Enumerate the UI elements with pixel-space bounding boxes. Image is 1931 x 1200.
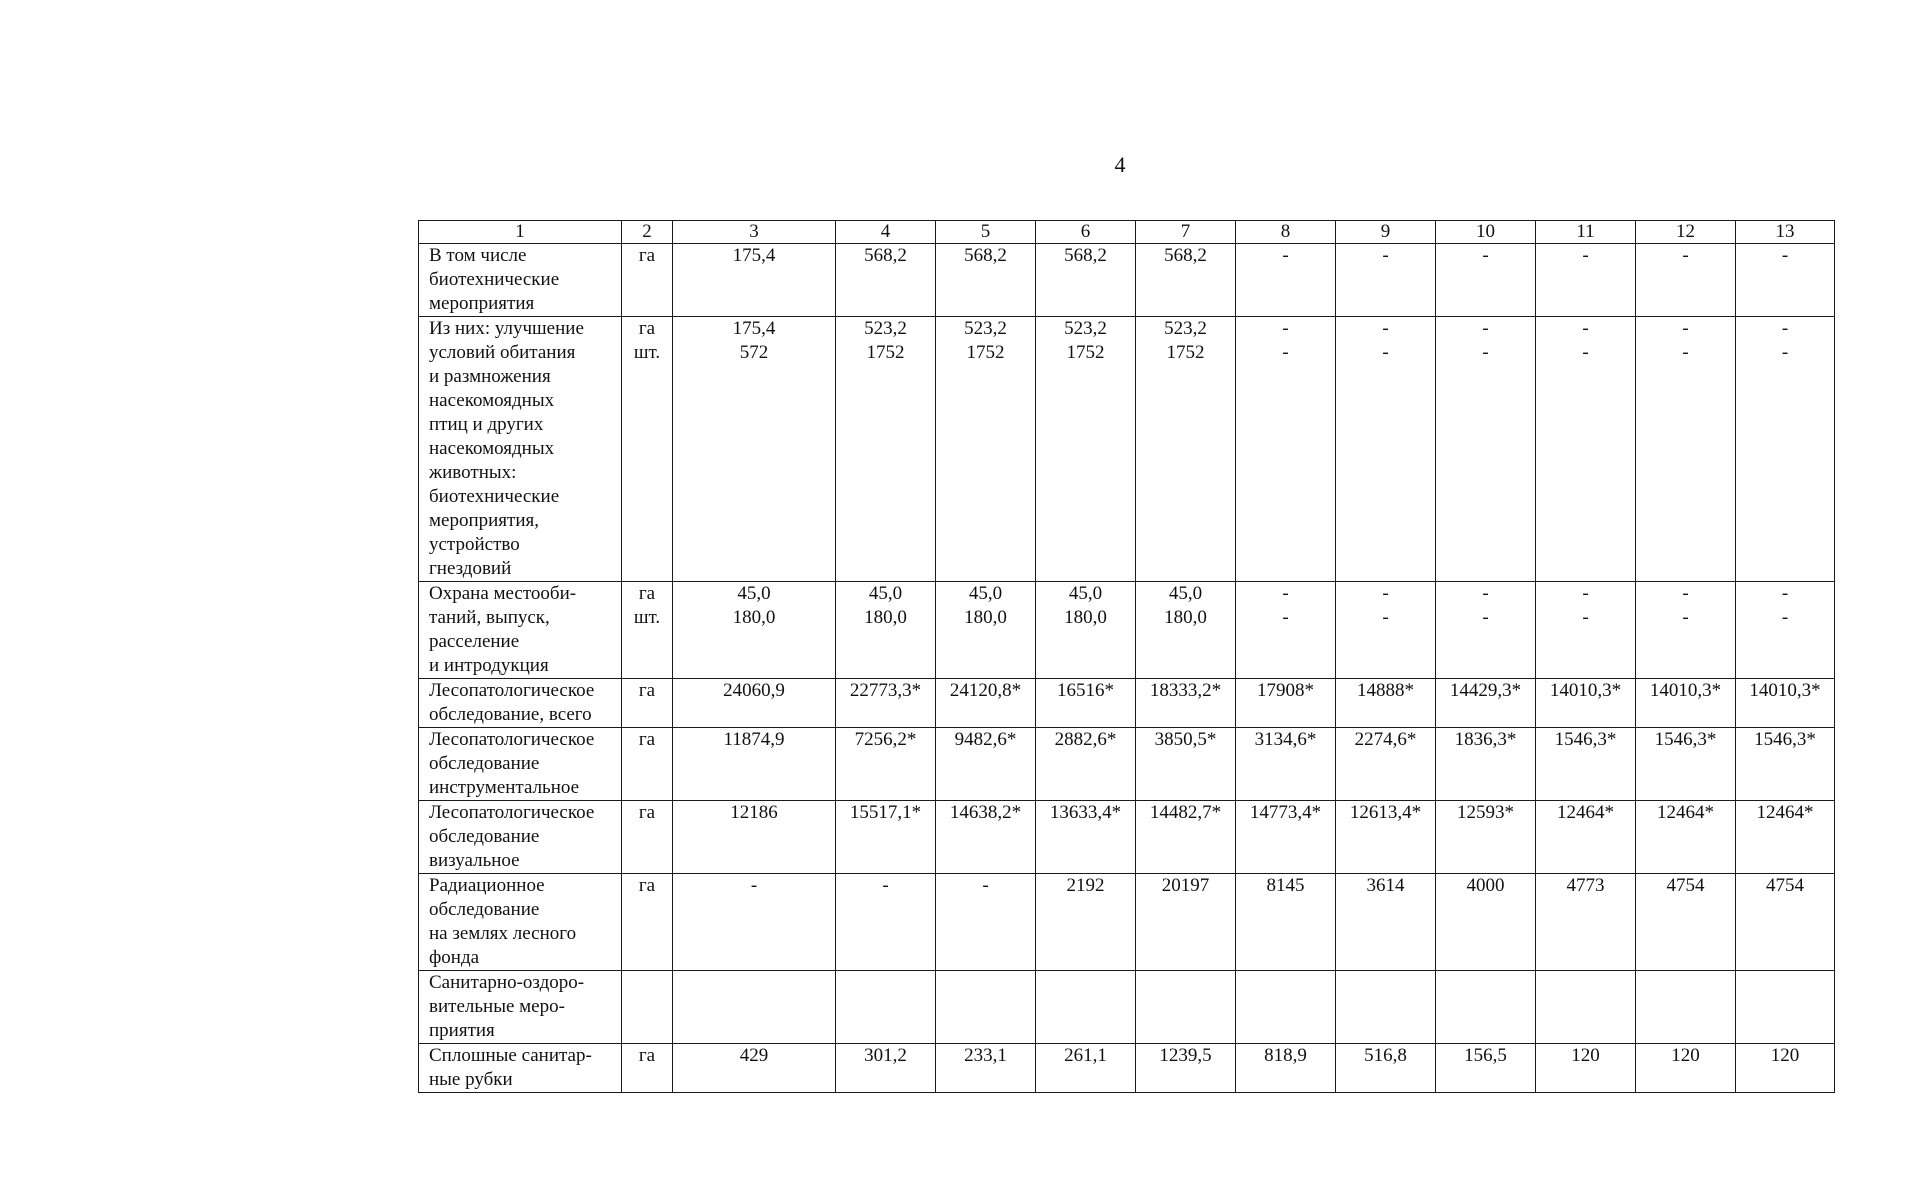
measure-name-cell: Лесопатологическое обследование инструментальное [419,728,622,801]
cell-value: - [1382,342,1389,363]
cell-value: 2882,6* [1054,729,1117,750]
value-cell [1336,874,1436,971]
measure-name-cell: В том числе биотехнические мероприятия [419,244,622,317]
value-cell [1036,582,1136,679]
unit-value: га [638,1045,656,1066]
cell-value: 818,9 [1264,1045,1307,1066]
value-cell [1536,971,1636,1044]
cell-value: 568,2 [964,245,1007,266]
value-cell [1036,317,1136,582]
cell-value: - [1582,583,1589,604]
cell-value: 14888* [1357,680,1414,701]
unit-cell [622,874,673,971]
unit-cell [622,679,673,728]
column-header: 11 [1536,221,1636,244]
cell-value [940,971,1031,995]
value-cell [1436,244,1536,317]
table-row [419,971,1835,1044]
value-cell [673,244,836,317]
value-cell [1236,874,1336,971]
value-cell [836,679,936,728]
value-cell [1636,317,1736,582]
cell-value: 120 [1770,1045,1800,1066]
column-header: 13 [1736,221,1835,244]
cell-value: 523,2 [1164,318,1207,339]
column-header: 8 [1236,221,1336,244]
cell-value [1040,971,1131,995]
cell-value: 14773,4* [1249,802,1322,823]
value-cell [1036,874,1136,971]
cell-value: 8145 [1266,875,1305,896]
value-cell [1536,874,1636,971]
value-cell [673,582,836,679]
value-cell [1636,1044,1736,1093]
cell-value: - [1382,245,1389,266]
unit-value: га [638,875,656,896]
column-header: 1 [419,221,622,244]
cell-value: 20197 [1161,875,1210,896]
cell-value: 156,5 [1464,1045,1507,1066]
unit-value: га [638,583,656,604]
value-cell [1236,801,1336,874]
value-cell [1136,874,1236,971]
cell-value: 3850,5* [1154,729,1217,750]
value-cell [1536,244,1636,317]
unit-value: га [638,318,656,339]
cell-value: 1546,3* [1554,729,1617,750]
unit-cell [622,244,673,317]
value-cell [836,1044,936,1093]
value-cell [1636,971,1736,1044]
cell-value: 1546,3* [1654,729,1717,750]
cell-value: - [982,875,989,896]
value-cell [1736,874,1835,971]
value-cell [936,728,1036,801]
cell-value: 22773,3* [849,680,922,701]
cell-value: - [1482,607,1489,628]
cell-value: 1752 [1066,342,1105,363]
value-cell [673,801,836,874]
measure-name-cell: Лесопатологическое обследование визуальное [419,801,622,874]
table-row [419,679,1835,728]
value-cell [1536,317,1636,582]
unit-value: га [638,680,656,701]
table-row [419,582,1835,679]
forest-measures-table [418,220,1835,1093]
cell-value: 523,2 [1064,318,1107,339]
cell-value: - [1582,342,1589,363]
value-cell [1736,1044,1835,1093]
cell-value: 12186 [730,802,778,823]
unit-value: шт. [633,342,661,363]
value-cell [1236,679,1336,728]
cell-value [840,971,931,995]
cell-value: 120 [1671,1045,1700,1066]
value-cell [1336,244,1436,317]
cell-value: 12464* [1557,802,1614,823]
value-cell [836,728,936,801]
value-cell [1336,801,1436,874]
cell-value: 45,0 [1168,583,1203,604]
value-cell [936,582,1036,679]
column-header: 3 [673,221,836,244]
cell-value: - [882,875,889,896]
table-body [419,244,1835,1093]
cell-value: 17908* [1257,680,1314,701]
cell-value: 12464* [1657,802,1714,823]
cell-value: 45,0 [868,583,903,604]
measure-name-cell: Сплошные санитар- ные рубки [419,1044,622,1093]
value-cell [1436,1044,1536,1093]
value-cell [1336,582,1436,679]
cell-value: - [1582,318,1589,339]
value-cell [1636,582,1736,679]
cell-value: 12464* [1756,802,1814,823]
cell-value: 568,2 [1164,245,1207,266]
value-cell [1736,582,1835,679]
cell-value: 180,0 [1064,607,1107,628]
unit-value: шт. [633,607,661,628]
value-cell [1236,728,1336,801]
unit-value: га [638,245,656,266]
value-cell [1436,582,1536,679]
cell-value: - [1682,342,1689,363]
value-cell [1636,244,1736,317]
table-row [419,728,1835,801]
cell-value: 14638,2* [949,802,1022,823]
page-number: 4 [1114,152,1126,177]
cell-value: 1546,3* [1754,729,1816,750]
cell-value [1340,971,1431,995]
value-cell [1536,1044,1636,1093]
unit-value: га [638,729,656,750]
cell-value: - [1781,342,1789,363]
cell-value [677,971,831,995]
cell-value: 24120,8* [949,680,1022,701]
cell-value: 14010,3* [1749,680,1821,701]
cell-value: - [1282,342,1289,363]
value-cell [836,874,936,971]
cell-value [1740,971,1830,995]
cell-value: 24060,9 [723,680,785,701]
cell-value: 180,0 [864,607,907,628]
value-cell [1036,679,1136,728]
cell-value: 12593* [1457,802,1514,823]
value-cell [1336,728,1436,801]
measure-name-cell: Охрана местооби- таний, выпуск, расселение и интродукция [419,582,622,679]
measure-name-cell: Санитарно-оздоро- вительные меро- приятия [419,971,622,1044]
unit-cell [622,971,673,1044]
cell-value: 15517,1* [849,802,922,823]
cell-value: - [1781,318,1789,339]
cell-value: - [1282,607,1289,628]
cell-value: 568,2 [864,245,907,266]
cell-value: 11874,9 [723,729,785,750]
value-cell [836,971,936,1044]
column-header: 5 [936,221,1036,244]
cell-value: 301,2 [864,1045,907,1066]
unit-cell [622,1044,673,1093]
cell-value: 4773 [1566,875,1605,896]
value-cell [1236,1044,1336,1093]
cell-value: 9482,6* [954,729,1017,750]
value-cell [1136,679,1236,728]
value-cell [1736,728,1835,801]
cell-value: 14010,3* [1549,680,1622,701]
value-cell [1136,582,1236,679]
cell-value: - [1582,607,1589,628]
value-cell [836,582,936,679]
cell-value: 45,0 [968,583,1003,604]
column-header: 9 [1336,221,1436,244]
value-cell [673,679,836,728]
value-cell [1536,801,1636,874]
cell-value: - [1682,607,1689,628]
cell-value: 2192 [1066,875,1105,896]
value-cell [1436,679,1536,728]
cell-value: 3134,6* [1254,729,1317,750]
value-cell [1436,801,1536,874]
column-header: 2 [622,221,673,244]
cell-value: - [1682,245,1689,266]
value-cell [836,801,936,874]
value-cell [1236,582,1336,679]
value-cell [673,874,836,971]
cell-value: 261,1 [1064,1045,1107,1066]
cell-value: 18333,2* [1149,680,1222,701]
cell-value: 180,0 [964,607,1007,628]
cell-value: 175,4 [732,245,776,266]
cell-value: 4754 [1666,875,1705,896]
value-cell [1336,317,1436,582]
cell-value: - [1382,318,1389,339]
cell-value: 3614 [1366,875,1405,896]
cell-value: 12613,4* [1349,802,1422,823]
cell-value [1140,971,1231,995]
cell-value: 572 [739,342,769,363]
cell-value: 4754 [1766,875,1804,896]
cell-value: - [750,875,758,896]
value-cell [1336,679,1436,728]
cell-value [1440,971,1531,995]
value-cell [1536,582,1636,679]
cell-value: 4000 [1466,875,1505,896]
value-cell [1136,728,1236,801]
cell-value: - [1282,245,1289,266]
cell-value: - [1282,318,1289,339]
cell-value: - [1582,245,1589,266]
value-cell [673,971,836,1044]
cell-value [1640,971,1731,995]
value-cell [1736,679,1835,728]
unit-cell [622,728,673,801]
cell-value: 14010,3* [1649,680,1722,701]
cell-value: 568,2 [1064,245,1107,266]
column-number-row [419,221,1835,244]
cell-value: - [1781,583,1789,604]
unit-cell [622,582,673,679]
cell-value: 180,0 [1164,607,1207,628]
value-cell [936,801,1036,874]
cell-value: 523,2 [964,318,1007,339]
cell-value: 7256,2* [854,729,917,750]
cell-value: 14482,7* [1149,802,1222,823]
table-row [419,801,1835,874]
value-cell [936,1044,1036,1093]
column-header: 10 [1436,221,1536,244]
value-cell [1336,971,1436,1044]
cell-value: - [1482,583,1489,604]
cell-value: 233,1 [964,1045,1007,1066]
measure-name-cell: Радиационное обследование на землях лесного фонда [419,874,622,971]
value-cell [673,1044,836,1093]
cell-value: - [1482,342,1489,363]
cell-value: - [1382,583,1389,604]
column-header: 6 [1036,221,1136,244]
unit-cell [622,317,673,582]
value-cell [673,728,836,801]
value-cell [936,971,1036,1044]
value-cell [1636,801,1736,874]
cell-value: 13633,4* [1049,802,1122,823]
cell-value: 180,0 [732,607,776,628]
value-cell [1036,728,1136,801]
cell-value: 429 [739,1045,769,1066]
table-row [419,244,1835,317]
column-header: 7 [1136,221,1236,244]
value-cell [936,679,1036,728]
column-header: 4 [836,221,936,244]
value-cell [1436,874,1536,971]
cell-value: 1752 [966,342,1005,363]
cell-value: 516,8 [1364,1045,1407,1066]
cell-value: 1836,3* [1454,729,1517,750]
cell-value: 1752 [866,342,905,363]
unit-value [626,971,668,995]
cell-value: 16516* [1057,680,1114,701]
value-cell [1436,317,1536,582]
value-cell [1436,728,1536,801]
cell-value: - [1682,583,1689,604]
cell-value: 1752 [1166,342,1205,363]
value-cell [1736,971,1835,1044]
value-cell [673,317,836,582]
unit-value: га [638,802,656,823]
table-row [419,1044,1835,1093]
value-cell [1736,317,1835,582]
value-cell [1636,679,1736,728]
cell-value: 14429,3* [1449,680,1522,701]
value-cell [1136,317,1236,582]
cell-value: 175,4 [732,318,776,339]
value-cell [1636,874,1736,971]
value-cell [1236,971,1336,1044]
cell-value: 45,0 [737,583,771,604]
cell-value: 1239,5 [1159,1045,1212,1066]
value-cell [1536,728,1636,801]
value-cell [1036,1044,1136,1093]
cell-value: 45,0 [1068,583,1103,604]
cell-value: 2274,6* [1354,729,1417,750]
value-cell [1636,728,1736,801]
value-cell [1236,317,1336,582]
value-cell [1336,1044,1436,1093]
value-cell [836,317,936,582]
table-row [419,317,1835,582]
value-cell [836,244,936,317]
value-cell [1236,244,1336,317]
value-cell [1136,1044,1236,1093]
value-cell [1136,971,1236,1044]
value-cell [1536,679,1636,728]
table-row [419,874,1835,971]
cell-value [1540,971,1631,995]
column-header: 12 [1636,221,1736,244]
value-cell [1436,971,1536,1044]
value-cell [1036,244,1136,317]
value-cell [1736,244,1835,317]
cell-value [1240,971,1331,995]
value-cell [1036,971,1136,1044]
cell-value: - [1482,245,1489,266]
cell-value: - [1282,583,1289,604]
value-cell [1136,801,1236,874]
measure-name-cell: Лесопатологическое обследование, всего [419,679,622,728]
cell-value: 120 [1571,1045,1600,1066]
cell-value: - [1482,318,1489,339]
value-cell [936,244,1036,317]
measure-name-cell: Из них: улучшение условий обитания и размножения насекомоядных птиц и других насекомоядных животных: биотехнические мероприятия, устройство гнездовий [419,317,622,582]
unit-cell [622,801,673,874]
cell-value: 523,2 [864,318,907,339]
value-cell [1036,801,1136,874]
cell-value: - [1382,607,1389,628]
value-cell [1736,801,1835,874]
cell-value: - [1781,245,1789,266]
value-cell [936,874,1036,971]
cell-value: - [1682,318,1689,339]
value-cell [936,317,1036,582]
cell-value: - [1781,607,1789,628]
value-cell [1136,244,1236,317]
